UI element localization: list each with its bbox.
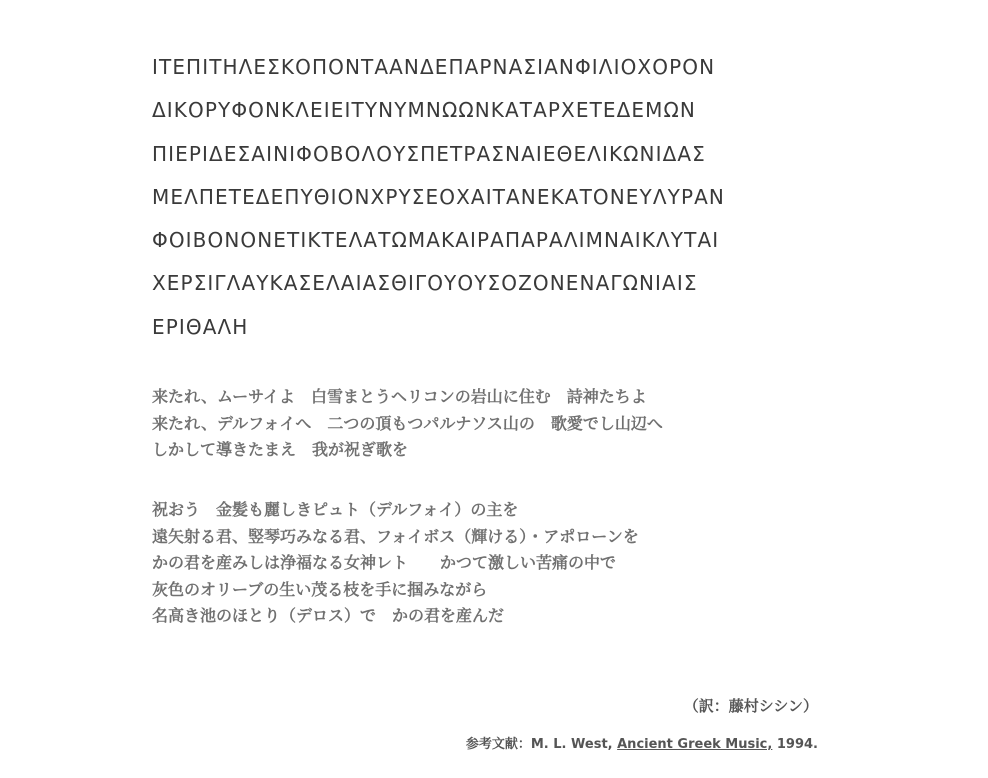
translation-line: 来たれ、デルフォイへ 二つの頂もつパルナソス山の 歌愛でし山辺へ (152, 413, 663, 433)
greek-line: ΙΤΕΠΙΤΗΛΕΣΚΟΠΟΝΤΑΑΝΔΕΠΑΡΝΑΣΙΑΝΦΙΛΙΟΧΟΡΟΝ (152, 55, 716, 79)
translation-line: かの君を産みしは浄福なる女神レト かつて激しい苦痛の中で (152, 553, 617, 572)
reference-book-title: Ancient Greek Music, (617, 737, 773, 752)
translator-credit: （訳：藤村シシン） (683, 697, 818, 715)
greek-line: ΜΕΛΠΕΤΕΔΕΠΥΘΙΟΝΧΡΥΣΕΟΧΑΙΤΑΝΕΚΑΤΟΝΕΥΛΥΡΑΝ (152, 184, 725, 209)
greek-line: ΔΙΚΟΡΥΦΟΝΚΛΕΙΕΙΤΥΝΥΜΝΩΩΝΚΑΤΑΡΧΕΤΕΔΕΜΩΝ (152, 98, 696, 123)
translation-stanza-1 (152, 384, 663, 464)
greek-line: ΦΟΙΒΟΝΟΝΕΤΙΚΤΕΛΑΤΩΜΑΚΑΙΡΑΠΑΡΑΛΙΜΝΑΙΚΛΥΤΑΙ (152, 228, 720, 253)
translation-line: しかして導きたまえ 我が祝ぎ歌を (152, 440, 409, 459)
greek-line: ΠΙΕΡΙΔΕΣΑΙΝΙΦΟΒΟΛΟΥΣΠΕΤΡΑΣΝΑΙΕΘΕΛΙΚΩΝΙΔΑΣ (152, 141, 706, 166)
translation-line: 遠矢射る君、竪琴巧みなる君、フォイボス（輝ける）・アポローンを (152, 526, 639, 546)
reference-prefix: 参考文献：M. L. West, (465, 737, 618, 752)
greek-line: ΧΕΡΣΙΓΛΑΥΚΑΣΕΛΑΙΑΣΘΙΓΟΥΟΥΣΟΖΟΝΕΝΑΓΩΝΙΑΙΣ (152, 271, 698, 296)
reference-suffix: 1994. (772, 737, 818, 752)
greek-text-block (152, 46, 842, 349)
translation-line: 来たれ、ムーサイよ 白雪まとうヘリコンの岩山に住む 詩神たちよ (152, 387, 647, 406)
translation-line: 祝おう 金髪も麗しきピュト（デルフォイ）の主を (152, 500, 519, 519)
translation-line: 灰色のオリーブの生い茂る枝を手に掴みながら (152, 579, 488, 599)
translation-line: 名高き池のほとり（デロス）で かの君を産んだ (152, 606, 505, 625)
reference-citation (466, 734, 818, 756)
greek-line: ΕΡΙΘΑΛΗ (152, 314, 249, 339)
translation-stanza-2 (152, 497, 639, 630)
